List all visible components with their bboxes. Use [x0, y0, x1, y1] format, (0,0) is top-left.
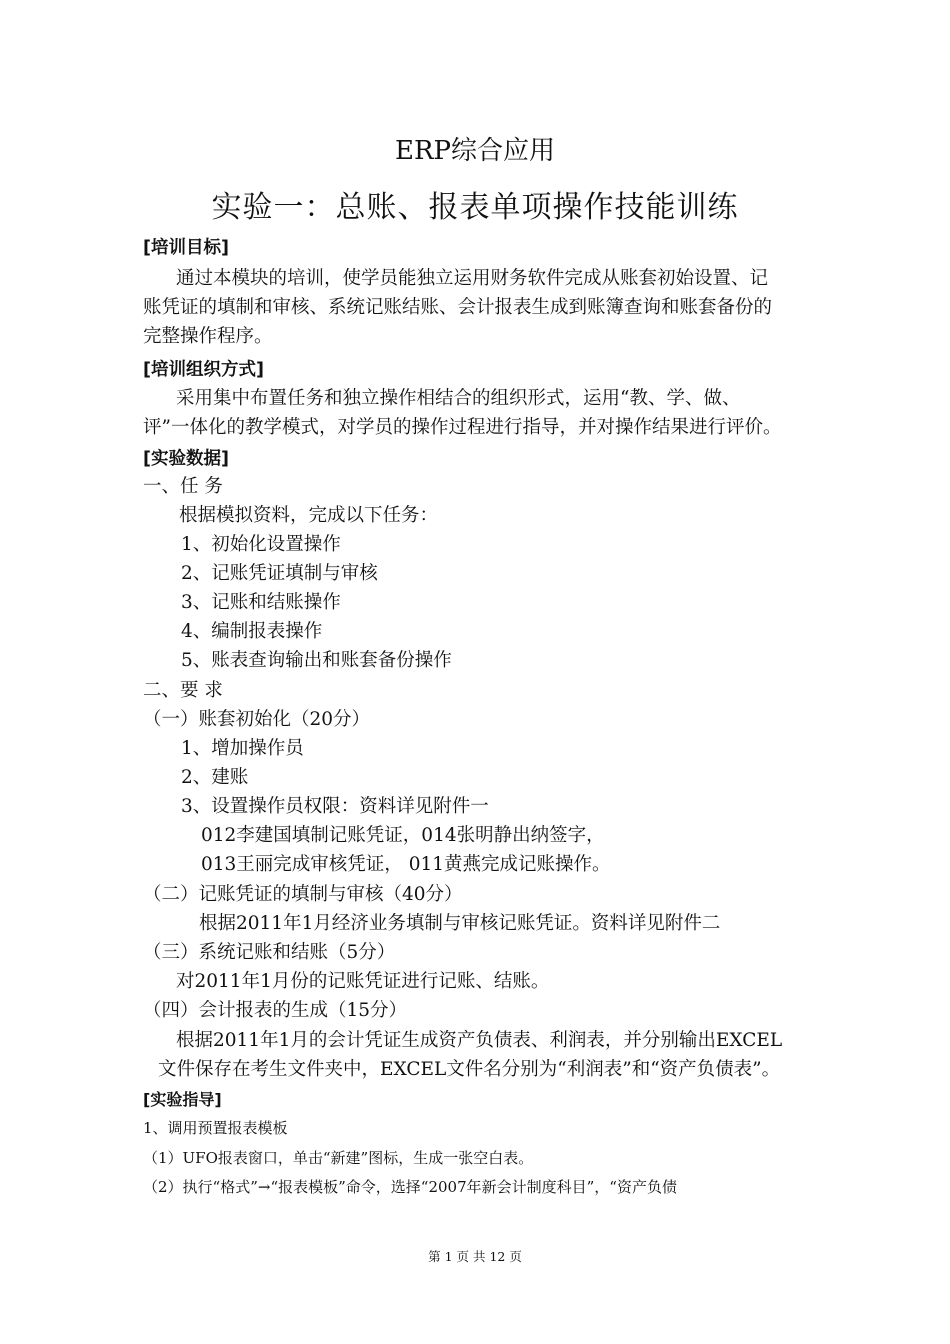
paragraph-line: 账凭证的填制和审核、系统记账结账、会计报表生成到账簿查询和账套备份的 [143, 297, 773, 318]
document-title: ERP综合应用 [394, 136, 556, 166]
requirement-item: 3、设置操作员权限：资料详见附件一 [181, 796, 489, 817]
requirement-3-text: 对2011年1月份的记账凭证进行记账、结账。 [176, 971, 550, 992]
document-subtitle: 实验一：总账、报表单项操作技能训练 [211, 190, 739, 225]
paragraph-line: 采用集中布置任务和独立操作相结合的组织形式，运用“教、学、做、 [176, 388, 741, 409]
requirement-4-text: 文件保存在考生文件夹中，EXCEL文件名分别为“利润表”和“资产负债表”。 [158, 1059, 781, 1080]
requirement-item: 1、增加操作员 [181, 738, 304, 759]
guide-substep: （2）执行“格式”→“报表模板”命令，选择“2007年新会计制度科目”，“资产负债 [143, 1178, 677, 1196]
paragraph-line: 评”一体化的教学模式，对学员的操作过程进行指导，并对操作结果进行评价。 [143, 417, 782, 438]
requirement-1-title: （一）账套初始化（20分） [143, 709, 371, 730]
requirement-heading: 二、要 求 [143, 680, 223, 701]
requirement-4-title: （四）会计报表的生成（15分） [143, 1000, 408, 1021]
task-heading: 一、任 务 [143, 476, 223, 497]
guide-step: 1、调用预置报表模板 [143, 1119, 288, 1137]
section-heading-guide: [实验指导] [143, 1090, 222, 1109]
page-footer: 第 1 页 共 12 页 [428, 1249, 522, 1264]
paragraph-line: 完整操作程序。 [143, 326, 273, 347]
requirement-detail: 012李建国填制记账凭证，014张明静出纳签字， [201, 825, 605, 846]
requirement-item: 2、建账 [181, 767, 249, 788]
section-heading-experiment-data: [实验数据] [143, 449, 229, 469]
task-item: 5、账表查询输出和账套备份操作 [181, 650, 452, 671]
task-intro: 根据模拟资料，完成以下任务： [179, 505, 439, 526]
requirement-detail: 013王丽完成审核凭证， 011黄燕完成记账操作。 [201, 854, 611, 875]
section-heading-training-org: [培训组织方式] [143, 360, 264, 380]
requirement-2-title: （二）记账凭证的填制与审核（40分） [143, 884, 463, 905]
task-item: 1、初始化设置操作 [181, 534, 341, 555]
task-item: 4、编制报表操作 [181, 621, 323, 642]
guide-substep: （1）UFO报表窗口，单击“新建”图标，生成一张空白表。 [143, 1149, 534, 1167]
task-item: 2、记账凭证填制与审核 [181, 563, 378, 584]
section-heading-training-goal: [培训目标] [143, 238, 229, 258]
requirement-3-title: （三）系统记账和结账（5分） [143, 942, 396, 963]
requirement-4-text: 根据2011年1月的会计凭证生成资产负债表、利润表，并分别输出EXCEL [176, 1030, 783, 1051]
requirement-2-text: 根据2011年1月经济业务填制与审核记账凭证。资料详见附件二 [199, 913, 721, 934]
task-item: 3、记账和结账操作 [181, 592, 341, 613]
paragraph-line: 通过本模块的培训，使学员能独立运用财务软件完成从账套初始设置、记 [176, 268, 769, 289]
